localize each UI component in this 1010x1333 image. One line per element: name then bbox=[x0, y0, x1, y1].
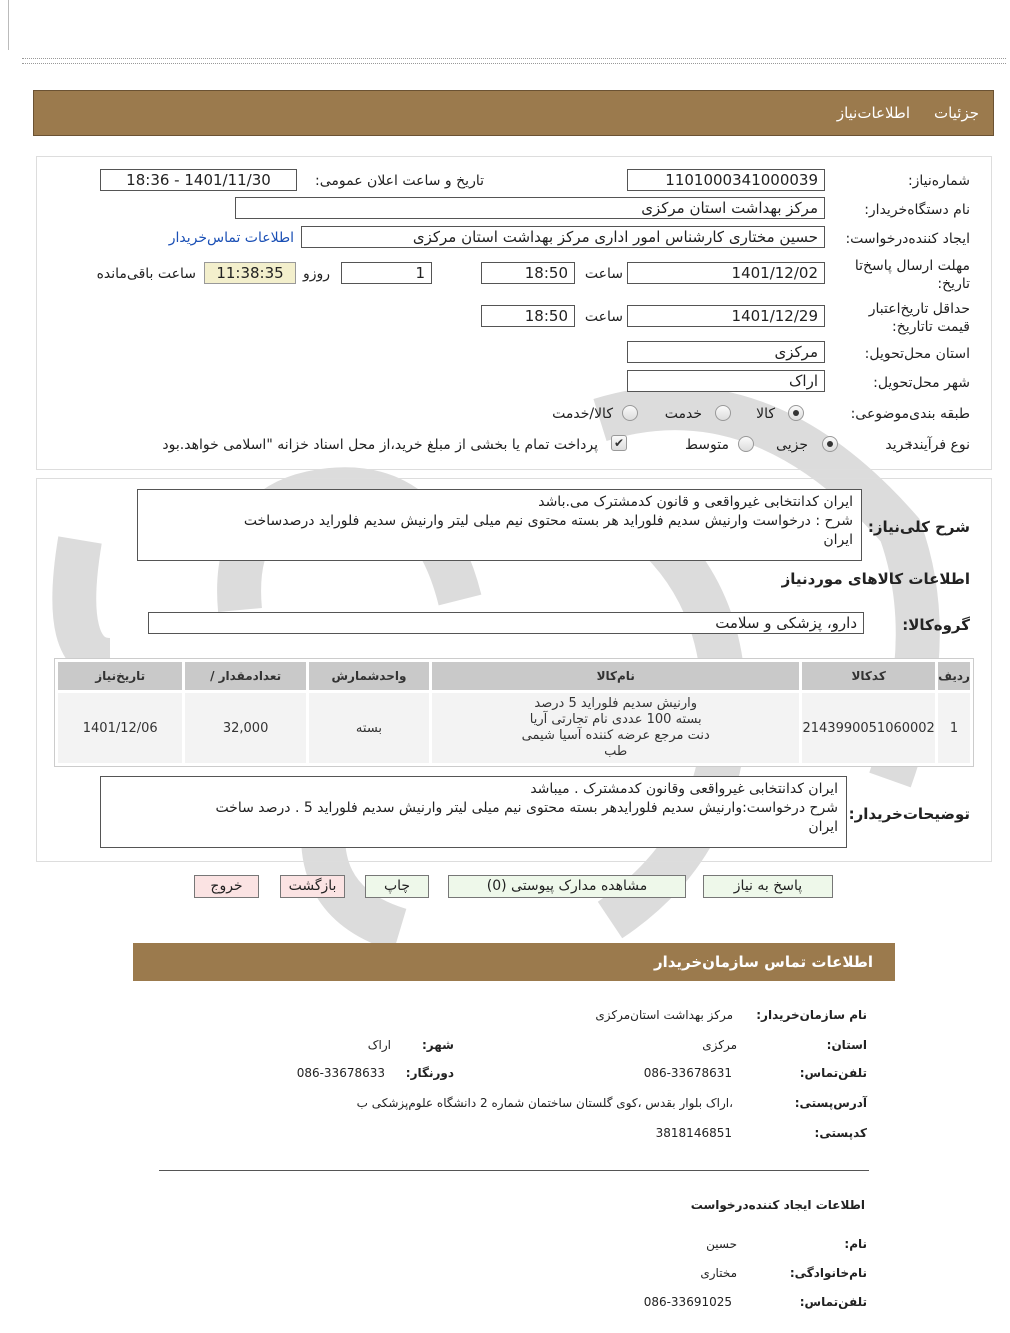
buyer-notes-line-3: ایران bbox=[808, 819, 838, 835]
goods-info-title: اطلاعات کالاهای موردنیاز bbox=[781, 570, 970, 588]
radio-medium-label: متوسط bbox=[685, 437, 729, 453]
treasury-note-text: پرداخت تمام یا بخشی از مبلغ خرید،از محل اسناد خزانه "اسلامی خواهد.بود bbox=[162, 437, 598, 453]
process-buy-label: خرید bbox=[885, 437, 913, 453]
exit-button[interactable]: خروج bbox=[194, 875, 259, 898]
treasury-note bbox=[162, 437, 598, 453]
contact-province-label: استان: bbox=[826, 1038, 867, 1052]
creator-label: ایجاد کننده‌درخواست: bbox=[845, 231, 970, 247]
deadline-time-field: 18:50 bbox=[481, 262, 575, 284]
creator-field: حسین مختاری کارشناس امور اداری مرکز بهداشت استان مرکزی bbox=[301, 226, 825, 248]
description-label: شرح کلی‌نیاز: bbox=[867, 518, 970, 536]
buyer-org-field: مرکز بهداشت استان مرکزی bbox=[235, 197, 825, 219]
process-label: نوع فرآیند: bbox=[907, 437, 970, 453]
goods-table bbox=[54, 658, 974, 767]
city-field: اراک bbox=[627, 370, 825, 392]
radio-minor-label: جزیی bbox=[776, 437, 808, 453]
creator-family-value: مختاری bbox=[700, 1266, 737, 1280]
contact-org-label: نام سازمان‌خریدار: bbox=[756, 1008, 867, 1022]
radio-goods-service[interactable] bbox=[622, 405, 638, 421]
print-button[interactable]: چاپ bbox=[365, 875, 429, 898]
tab-details[interactable]: جزئیات bbox=[934, 104, 979, 122]
radio-service[interactable] bbox=[715, 405, 731, 421]
col-name: نام‌کالا bbox=[432, 662, 799, 690]
treasury-checkbox[interactable]: ✔ bbox=[611, 435, 627, 451]
validity-label: حداقل تاریخ‌اعتبار قیمت تا‌تاریخ: bbox=[868, 301, 970, 335]
deadline-date-field: 1401/12/02 bbox=[627, 262, 825, 284]
deadline-time-word: ساعت bbox=[584, 266, 623, 282]
contact-city-label: شهر: bbox=[422, 1038, 454, 1052]
cell-unit: بسته bbox=[309, 693, 429, 763]
goods-group-field: دارو، پزشکی و سلامت bbox=[148, 612, 864, 634]
description-line-3: ایران bbox=[823, 532, 853, 548]
creator-family-label: نام‌خانوادگی: bbox=[789, 1266, 867, 1280]
contact-city-value: اراک bbox=[367, 1038, 391, 1052]
radio-goods[interactable] bbox=[788, 405, 804, 421]
validity-date-field: 1401/12/29 bbox=[627, 305, 825, 327]
table-header-row bbox=[58, 662, 970, 690]
radio-goods-service-label: کالا/خدمت bbox=[552, 406, 613, 422]
buyer-notes-box bbox=[100, 776, 847, 848]
col-qty: تعدادمقدار / bbox=[185, 662, 305, 690]
contact-fax-label: دورنگار: bbox=[405, 1066, 454, 1080]
contact-address-label: آدرس‌پستی: bbox=[794, 1096, 867, 1110]
contact-org-value: مرکز بهداشت استان‌مرکزی bbox=[595, 1008, 733, 1022]
back-button[interactable]: بازگشت bbox=[280, 875, 345, 898]
cell-name bbox=[432, 693, 799, 763]
col-unit: واحدشمارش bbox=[309, 662, 429, 690]
validity-time-word: ساعت bbox=[584, 309, 623, 325]
tab-bar bbox=[33, 90, 994, 136]
buyer-notes-label: توضیحات‌خریدار: bbox=[848, 805, 970, 823]
province-field: مرکزی bbox=[627, 341, 825, 363]
goods-group-label: گروه‌کالا: bbox=[902, 616, 970, 634]
creator-phone-value: 086-33691025 bbox=[643, 1295, 732, 1309]
cell-name-line-3: دنت مرجع عرضه کننده آسیا شیمی bbox=[521, 728, 710, 743]
cell-row: 1 bbox=[938, 693, 970, 763]
reply-button[interactable]: پاسخ به نیاز bbox=[703, 875, 833, 898]
contact-address-value: ،اراک بلوار بقدس ،کوی گلستان ساختمان شماره 2 دانشگاه علوم‌پزشکی ب bbox=[356, 1096, 733, 1110]
cell-date: 1401/12/06 bbox=[58, 693, 182, 763]
radio-medium[interactable] bbox=[738, 436, 754, 452]
contact-postal-label: کدپستی: bbox=[814, 1126, 867, 1140]
deadline-label: مهلت ارسال پاسخ‌تا تاریخ: bbox=[854, 258, 970, 292]
validity-time-field: 18:50 bbox=[481, 305, 575, 327]
col-code: کدکالا bbox=[802, 662, 935, 690]
description-line-2: شرح : درخواست وارنیش سدیم فلوراید هر بسته محتوی نیم میلی لیتر وارنیش سدیم فلوراید درصدساخت bbox=[243, 513, 853, 529]
tab-need-info[interactable]: اطلاعات‌نیاز bbox=[836, 104, 911, 122]
cell-qty: 32,000 bbox=[185, 693, 305, 763]
contact-section-title: اطلاعات تماس سازمان‌خریدار bbox=[133, 943, 895, 981]
creator-name-value: حسین bbox=[706, 1237, 737, 1251]
cell-name-line-2: بسته 100 عددی نام تجارتی آریا bbox=[529, 712, 702, 727]
attachments-button[interactable]: مشاهده مدارک پیوستی (0) bbox=[448, 875, 686, 898]
buyer-org-label: نام دستگاه‌خریدار: bbox=[864, 202, 970, 218]
contact-divider bbox=[159, 1170, 869, 1171]
days-word: روز‌و bbox=[302, 266, 330, 282]
province-label: استان محل‌تحویل: bbox=[864, 346, 970, 362]
announce-field: 1401/11/30 - 18:36 bbox=[100, 169, 297, 191]
radio-minor[interactable] bbox=[822, 436, 838, 452]
buyer-notes-line-2: شرح درخواست:وارنیش سدیم فلورایدهر بسته محتوی نیم میلی لیتر وارنیش سدیم فلوراید 5 . درصد ساخت bbox=[215, 800, 838, 816]
description-box bbox=[137, 489, 862, 561]
table-row bbox=[58, 693, 970, 763]
contact-postal-value: 3818146851 bbox=[655, 1126, 732, 1140]
creator-info-title: اطلاعات ایجاد کننده‌درخواست bbox=[690, 1198, 865, 1212]
dotted-separator bbox=[22, 58, 1006, 64]
cell-code: 2143990051060002 bbox=[802, 693, 935, 763]
category-label: طبقه بندی‌موضوعی: bbox=[850, 406, 970, 422]
days-field: 1 bbox=[341, 262, 432, 284]
remaining-word: ساعت باقی‌مانده bbox=[96, 266, 196, 282]
cell-name-line-4: طب bbox=[604, 744, 628, 759]
contact-province-value: مرکزی bbox=[702, 1038, 737, 1052]
remaining-time: 11:38:35 bbox=[204, 262, 296, 284]
contact-fax-value: 086-33678633 bbox=[296, 1066, 385, 1080]
announce-label: تاریخ و ساعت اعلان عمومی: bbox=[315, 173, 484, 189]
description-line-1: ایران کدانتخابی غیرواقعی و قانون کدمشترک می.باشد bbox=[538, 494, 853, 510]
col-row: ردیف bbox=[938, 662, 970, 690]
creator-phone-label: تلفن‌تماس: bbox=[799, 1295, 867, 1309]
buyer-contact-link[interactable]: اطلاعات تماس‌خریدار bbox=[168, 230, 294, 246]
col-date: تاریخ‌نیاز bbox=[58, 662, 182, 690]
contact-phone-label: تلفن‌تماس: bbox=[799, 1066, 867, 1080]
need-number-field: 1101000341000039 bbox=[627, 169, 825, 191]
buyer-notes-line-1: ایران کدانتخابی غیرواقعی وقانون کدمشترک . میباشد bbox=[530, 781, 838, 797]
contact-phone-value: 086-33678631 bbox=[643, 1066, 732, 1080]
creator-name-label: نام: bbox=[844, 1237, 867, 1251]
cell-name-line-1: وارنیش سدیم فلوراید 5 درصد bbox=[534, 696, 697, 711]
radio-service-label: خدمت bbox=[664, 406, 702, 422]
need-number-label: شماره‌نیاز: bbox=[907, 173, 970, 189]
radio-goods-label: کالا bbox=[756, 406, 775, 422]
left-border-line bbox=[8, 0, 9, 50]
city-label: شهر محل‌تحویل: bbox=[873, 375, 970, 391]
